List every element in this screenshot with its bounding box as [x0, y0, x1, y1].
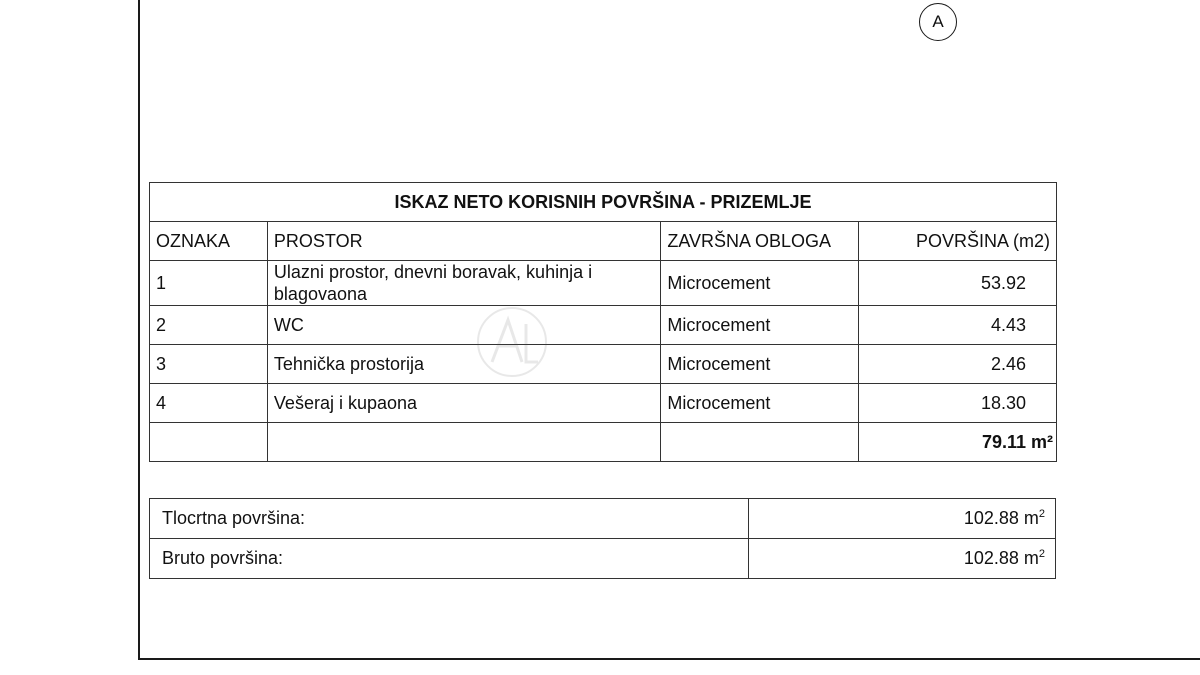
summary-value — [749, 499, 1056, 539]
row-id: 4 — [150, 384, 268, 423]
summary-row — [150, 539, 1056, 579]
row-finish: Microcement — [661, 345, 859, 384]
section-marker — [919, 3, 957, 41]
summary-value-number: 102.88 m — [963, 548, 1039, 568]
row-area: 53.92 — [859, 261, 1057, 306]
total-area: 79.11 m² — [859, 423, 1057, 462]
row-finish: Microcement — [661, 261, 859, 306]
table-title: ISKAZ NETO KORISNIH POVRŠINA - PRIZEMLJE — [150, 183, 1057, 222]
summary-row — [150, 499, 1056, 539]
row-room: Tehnička prostorija — [267, 345, 660, 384]
row-id: 3 — [150, 345, 268, 384]
unit-superscript: 2 — [1038, 508, 1045, 520]
row-room: WC — [267, 306, 660, 345]
table-header-row — [150, 222, 1057, 261]
table-row — [150, 306, 1057, 345]
header-zavrsna-obloga: ZAVRŠNA OBLOGA — [661, 222, 859, 261]
total-empty-cell — [267, 423, 660, 462]
header-oznaka: OZNAKA — [150, 222, 268, 261]
row-id: 1 — [150, 261, 268, 306]
net-area-table — [149, 182, 1057, 462]
summary-table — [149, 498, 1056, 579]
row-area: 4.43 — [859, 306, 1057, 345]
summary-label: Tlocrtna površina: — [150, 499, 749, 539]
summary-value — [749, 539, 1056, 579]
row-id: 2 — [150, 306, 268, 345]
table-row — [150, 345, 1057, 384]
header-prostor: PROSTOR — [267, 222, 660, 261]
section-marker-label: A — [932, 12, 944, 31]
header-povrsina: POVRŠINA (m2) — [859, 222, 1057, 261]
table-row — [150, 261, 1057, 306]
row-area: 18.30 — [859, 384, 1057, 423]
row-finish: Microcement — [661, 384, 859, 423]
summary-label: Bruto površina: — [150, 539, 749, 579]
total-empty-cell — [150, 423, 268, 462]
row-room: Vešeraj i kupaona — [267, 384, 660, 423]
summary-value-number: 102.88 m — [963, 508, 1039, 528]
row-area: 2.46 — [859, 345, 1057, 384]
total-row — [150, 423, 1057, 462]
row-room: Ulazni prostor, dnevni boravak, kuhinja i blagovaona — [267, 261, 660, 306]
unit-superscript: 2 — [1038, 548, 1045, 560]
table-row — [150, 384, 1057, 423]
total-empty-cell — [661, 423, 859, 462]
row-finish: Microcement — [661, 306, 859, 345]
